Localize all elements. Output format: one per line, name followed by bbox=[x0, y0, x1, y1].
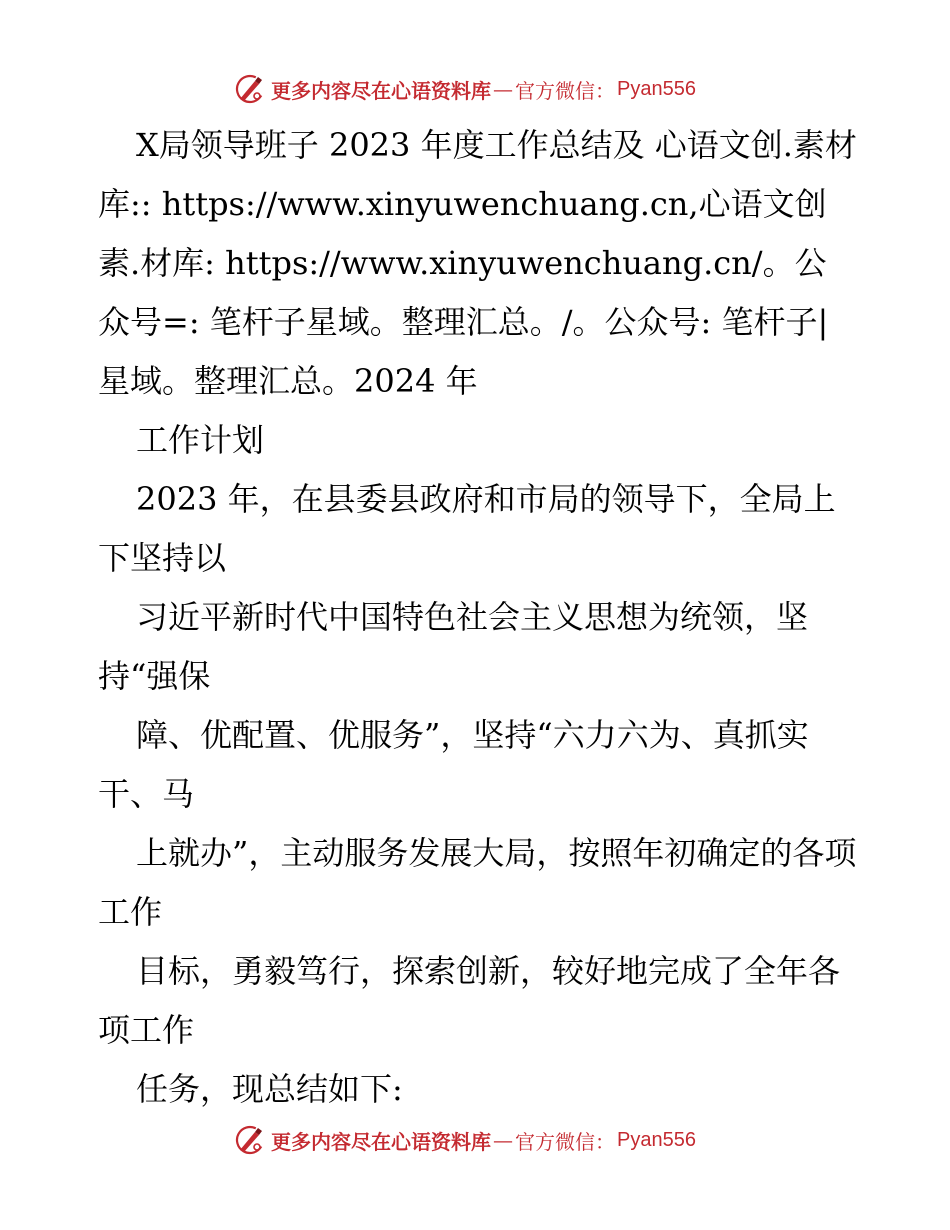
banner-wechat-id: Pyan556 bbox=[617, 1128, 696, 1151]
document-paragraph: 2023 年，在县委县政府和市局的领导下，全局上下坚持以 bbox=[98, 480, 836, 577]
banner-wechat-label: 官方微信： bbox=[515, 1129, 615, 1154]
document-body bbox=[98, 116, 858, 1119]
banner-ad-text: 更多内容尽在心语资料库 bbox=[271, 78, 491, 103]
pen-swirl-logo-icon bbox=[233, 1123, 267, 1157]
footer-watermark-banner bbox=[233, 1123, 696, 1157]
header-watermark-banner bbox=[233, 72, 696, 106]
banner-ad-text: 更多内容尽在心语资料库 bbox=[271, 1129, 491, 1154]
document-paragraph: X局领导班子 2023 年度工作总结及 心语文创.素材库:: https://www.xinyuwenchuang.cn,心语文创素.材库: https://www.xinyuwenchuang.cn/。公众号=: 笔杆子星域。整理汇总。/。公众号: 笔杆子|星域。整理汇总。2024 年 bbox=[98, 126, 857, 400]
pen-swirl-logo-icon bbox=[233, 72, 267, 106]
banner-wechat-id: Pyan556 bbox=[617, 77, 696, 100]
document-paragraph: 工作计划 bbox=[136, 421, 265, 459]
document-paragraph: 目标，勇毅笃行，探索创新，较好地完成了全年各项工作 bbox=[98, 952, 841, 1049]
document-paragraph: 障、优配置、优服务”，坚持“六力六为、真抓实干、马 bbox=[98, 716, 809, 813]
banner-dash: — bbox=[493, 1128, 513, 1152]
document-paragraph: 习近平新时代中国特色社会主义思想为统领，坚持“强保 bbox=[98, 598, 809, 695]
document-paragraph: 上就办”，主动服务发展大局，按照年初确定的各项工作 bbox=[98, 834, 857, 931]
banner-dash: — bbox=[493, 77, 513, 101]
document-paragraph: 任务，现总结如下: bbox=[136, 1070, 403, 1108]
banner-wechat-label: 官方微信： bbox=[515, 78, 615, 103]
